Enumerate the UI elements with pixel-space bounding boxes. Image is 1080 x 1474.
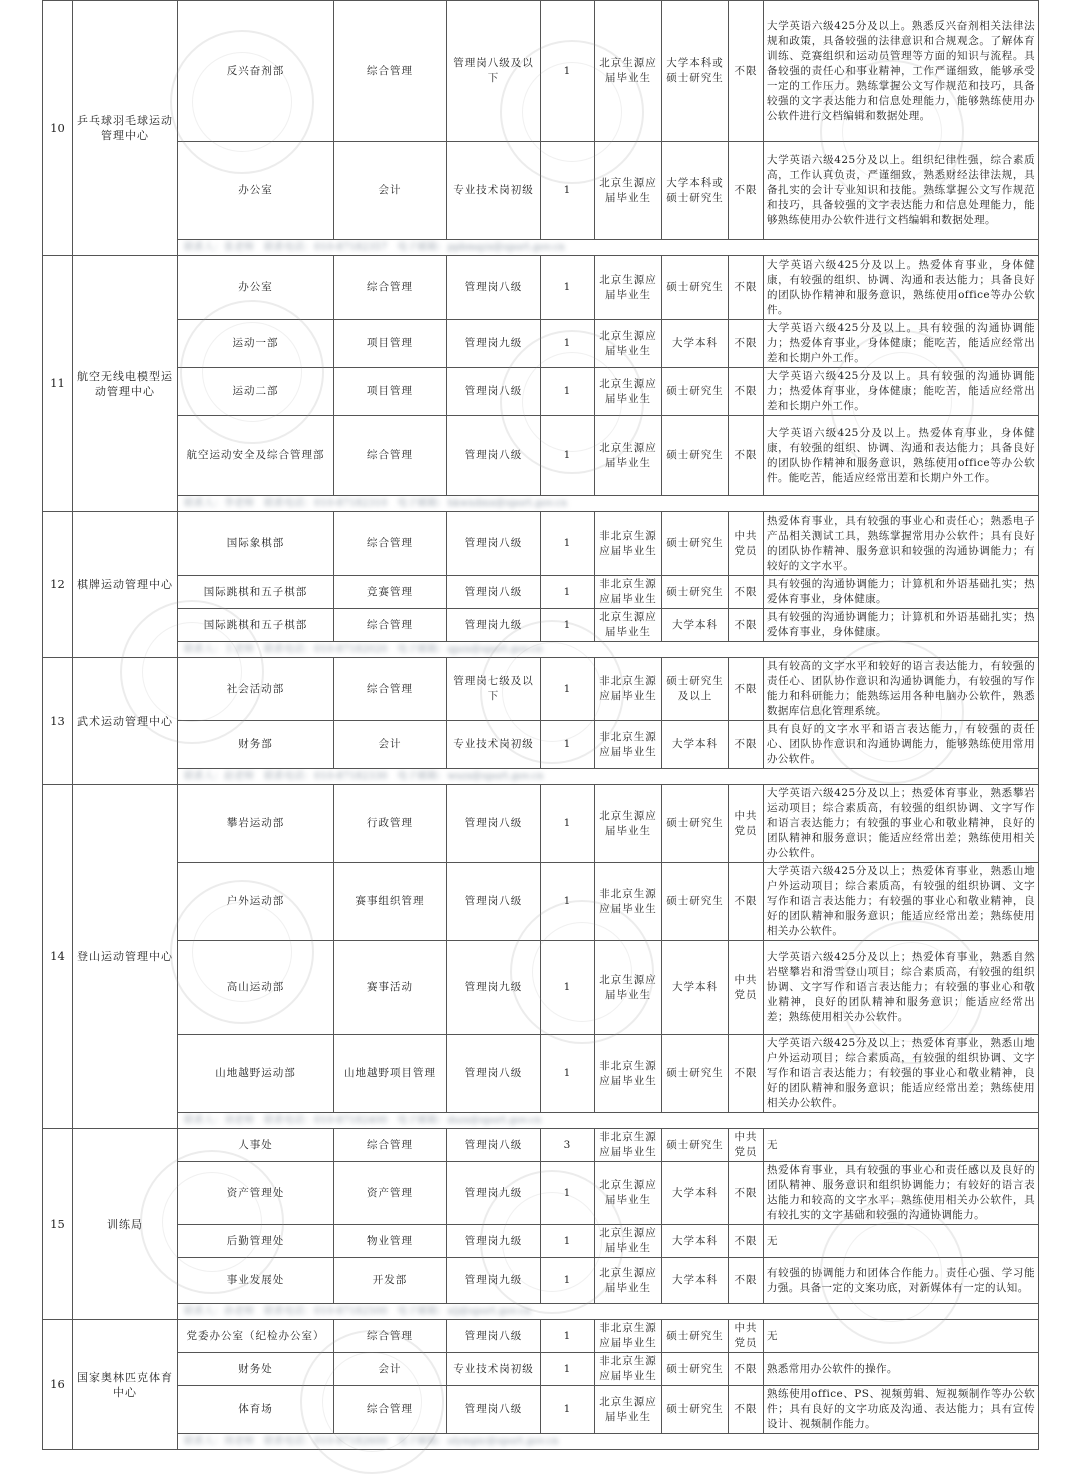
- contact-info-blurred: 联系人：王老师 联系电话：010-87182020 电子邮箱：qpzx@sport.gov.cn: [184, 644, 543, 655]
- political-status: 中共党员: [729, 1129, 764, 1162]
- contact-info-blurred: 联系人：赵老师 联系电话：010-87182330 电子邮箱：wszx@sport.gov.cn: [184, 771, 544, 782]
- requirements: 热爱体育事业，具有较强的事业心和责任心；熟悉电子产品相关测试工具，熟练掌握常用办公软件；具有良好的团队协作精神、服务意识和较强的沟通协调能力；有较好的文字水平。: [764, 512, 1039, 576]
- dept-name: 户外运动部: [178, 863, 334, 941]
- requirements: 大学英语六级425分及以上。热爱体育事业，身体健康，有较强的组织、协调、沟通和表达能力；具备良好的团队协作精神和服务意识，熟练使用office等办公软件。: [764, 256, 1039, 320]
- recruitment-table: [42, 0, 1039, 1450]
- contact-cell: [178, 240, 1039, 256]
- unit-name: 乒乓球羽毛球运动管理中心: [73, 1, 178, 256]
- contact-row: [43, 642, 1039, 658]
- position-level: 管理岗八级: [447, 1320, 541, 1353]
- candidate-source: 北京生源应届毕业生: [595, 1162, 662, 1225]
- table-row: [43, 576, 1039, 609]
- candidate-source: 北京生源应届毕业生: [595, 1, 662, 142]
- candidate-source: 非北京生源应届毕业生: [595, 1035, 662, 1113]
- position-level: 专业技术岗初级: [447, 1353, 541, 1386]
- candidate-source: 非北京生源应届毕业生: [595, 721, 662, 769]
- position-level: 管理岗九级: [447, 1162, 541, 1225]
- contact-info-blurred: 联系人：孙老师 联系电话：010-87182500 电子邮箱：xlj@sport.gov.cn: [184, 1306, 531, 1317]
- hire-count: 1: [541, 320, 595, 368]
- table-row: [43, 1129, 1039, 1162]
- dept-name: 后勤管理处: [178, 1225, 334, 1258]
- unit-name: 航空无线电模型运动管理中心: [73, 256, 178, 512]
- hire-count: 1: [541, 416, 595, 496]
- candidate-source: 北京生源应届毕业生: [595, 785, 662, 863]
- dept-name: 财务处: [178, 1353, 334, 1386]
- dept-name: 社会活动部: [178, 658, 334, 721]
- political-status: 不限: [729, 320, 764, 368]
- unit-name: 武术运动管理中心: [73, 658, 178, 785]
- dept-name: 国际跳棋和五子棋部: [178, 576, 334, 609]
- contact-info-blurred: 联系人：刘老师 联系电话：010-87182400 电子邮箱：dszx@sport.gov.cn: [184, 1115, 542, 1126]
- group-number: 15: [43, 1129, 73, 1320]
- contact-info-blurred: 联系人：李老师 联系电话：010-87182310 电子邮箱：hkwxdmx@sport.gov.cn: [184, 498, 568, 509]
- position-name: 开发部: [334, 1258, 447, 1304]
- position-name: 综合管理: [334, 512, 447, 576]
- requirements: 无: [764, 1225, 1039, 1258]
- table-row: [43, 1225, 1039, 1258]
- contact-cell: [178, 769, 1039, 785]
- political-status: 不限: [729, 1162, 764, 1225]
- dept-name: 资产管理处: [178, 1162, 334, 1225]
- political-status: 不限: [729, 609, 764, 642]
- table-row: [43, 1, 1039, 142]
- position-name: 行政管理: [334, 785, 447, 863]
- position-name: 综合管理: [334, 416, 447, 496]
- education: 大学本科或硕士研究生: [662, 142, 729, 240]
- hire-count: 1: [541, 1225, 595, 1258]
- candidate-source: 北京生源应届毕业生: [595, 256, 662, 320]
- requirements: 有较强的协调能力和团体合作能力。责任心强、学习能力强。具备一定的文案功底，对新媒体有一定的认知。: [764, 1258, 1039, 1304]
- position-level: 管理岗八级: [447, 368, 541, 416]
- requirements: 大学英语六级425分及以上。组织纪律性强，综合素质高，工作认真负责，严谨细致，熟悉财经法律法规，具备扎实的会计专业知识和技能。熟练掌握公文写作规范和技巧，具备较强的文字表达能力和信息处理能力，能够熟练使用办公软件进行文档编辑和数据处理。: [764, 142, 1039, 240]
- education: 硕士研究生: [662, 1320, 729, 1353]
- position-level: 管理岗九级: [447, 609, 541, 642]
- contact-cell: [178, 1304, 1039, 1320]
- candidate-source: 北京生源应届毕业生: [595, 320, 662, 368]
- political-status: 不限: [729, 576, 764, 609]
- position-level: 管理岗八级: [447, 576, 541, 609]
- hire-count: 1: [541, 1320, 595, 1353]
- position-level: 管理岗八级: [447, 863, 541, 941]
- candidate-source: 北京生源应届毕业生: [595, 609, 662, 642]
- contact-info-blurred: 联系人：张老师 联系电话：010-87182357 电子邮箱：ppbmqzx@sport.gov.cn: [184, 242, 565, 253]
- position-level: 管理岗九级: [447, 1258, 541, 1304]
- hire-count: 1: [541, 609, 595, 642]
- political-status: 不限: [729, 658, 764, 721]
- group-number: 10: [43, 1, 73, 256]
- table-row: [43, 368, 1039, 416]
- contact-cell: [178, 642, 1039, 658]
- dept-name: 人事处: [178, 1129, 334, 1162]
- political-status: 中共党员: [729, 1320, 764, 1353]
- position-name: 赛事组织管理: [334, 863, 447, 941]
- position-name: 项目管理: [334, 320, 447, 368]
- group-number: 12: [43, 512, 73, 658]
- hire-count: 1: [541, 1, 595, 142]
- position-level: 管理岗八级: [447, 1386, 541, 1434]
- candidate-source: 北京生源应届毕业生: [595, 416, 662, 496]
- contact-row: [43, 1434, 1039, 1450]
- candidate-source: 非北京生源应届毕业生: [595, 658, 662, 721]
- position-level: 管理岗八级: [447, 416, 541, 496]
- requirements: 热爱体育事业，具有较强的事业心和责任感以及良好的团队精神、服务意识和组织协调能力；有较好的语言表达能力和较高的文字水平；熟练使用相关办公软件，具有较扎实的文字基础和较强的沟通协调能力。: [764, 1162, 1039, 1225]
- requirements: 具有较强的沟通协调能力；计算机和外语基础扎实；热爱体育事业，身体健康。: [764, 576, 1039, 609]
- position-level: 管理岗七级及以下: [447, 658, 541, 721]
- position-name: 综合管理: [334, 658, 447, 721]
- hire-count: 1: [541, 256, 595, 320]
- unit-name: 棋牌运动管理中心: [73, 512, 178, 658]
- contact-row: [43, 1113, 1039, 1129]
- position-level: 管理岗九级: [447, 941, 541, 1035]
- table-row: [43, 941, 1039, 1035]
- dept-name: 攀岩运动部: [178, 785, 334, 863]
- requirements: 无: [764, 1129, 1039, 1162]
- hire-count: 1: [541, 863, 595, 941]
- table-row: [43, 721, 1039, 769]
- position-level: 专业技术岗初级: [447, 721, 541, 769]
- dept-name: 航空运动安全及综合管理部: [178, 416, 334, 496]
- contact-row: [43, 496, 1039, 512]
- table-row: [43, 658, 1039, 721]
- position-name: 综合管理: [334, 1320, 447, 1353]
- requirements: 具有较高的文字水平和较好的语言表达能力，有较强的责任心、团队协作意识和沟通协调能力，有较强的写作能力和科研能力；能熟练运用各种电脑办公软件，熟悉数据库信息化管理系统。: [764, 658, 1039, 721]
- unit-name: 国家奥林匹克体育中心: [73, 1320, 178, 1450]
- political-status: 不限: [729, 256, 764, 320]
- education: 硕士研究生: [662, 1035, 729, 1113]
- requirements: 大学英语六级425分及以上。具有较强的沟通协调能力；热爱体育事业，身体健康；能吃苦，能适应经常出差和长期户外工作。: [764, 368, 1039, 416]
- position-name: 物业管理: [334, 1225, 447, 1258]
- table-row: [43, 863, 1039, 941]
- political-status: 中共党员: [729, 785, 764, 863]
- table-row: [43, 1162, 1039, 1225]
- requirements: 大学英语六级425分及以上；热爱体育事业，熟悉自然岩壁攀岩和滑雪登山项目；综合素质高，有较强的组织协调、文字写作和语言表达能力；有较强的事业心和敬业精神，良好的团队精神和服务意识；能适应经常出差；熟练使用相关办公软件。: [764, 941, 1039, 1035]
- hire-count: 1: [541, 1258, 595, 1304]
- table-row: [43, 1035, 1039, 1113]
- candidate-source: 非北京生源应届毕业生: [595, 1353, 662, 1386]
- hire-count: 1: [541, 1353, 595, 1386]
- group-number: 14: [43, 785, 73, 1129]
- requirements: 大学英语六级425分及以上；热爱体育事业，熟悉山地户外运动项目；综合素质高，有较强的组织协调、文字写作和语言表达能力；有较强的事业心和敬业精神，良好的团队精神和服务意识；能适应经常出差；熟练使用相关办公软件。: [764, 863, 1039, 941]
- table-row: [43, 1320, 1039, 1353]
- position-level: 管理岗八级: [447, 512, 541, 576]
- candidate-source: 非北京生源应届毕业生: [595, 1320, 662, 1353]
- position-level: 管理岗八级: [447, 1035, 541, 1113]
- requirements: 大学英语六级425分及以上；热爱体育事业，熟悉山地户外运动项目；综合素质高，有较强的组织协调、文字写作和语言表达能力；有较强的事业心和敬业精神，良好的团队精神和服务意识；能适应经常出差；熟练使用相关办公软件。: [764, 1035, 1039, 1113]
- table-row: [43, 142, 1039, 240]
- candidate-source: 北京生源应届毕业生: [595, 1386, 662, 1434]
- dept-name: 财务部: [178, 721, 334, 769]
- position-level: 管理岗八级: [447, 1129, 541, 1162]
- hire-count: 1: [541, 1035, 595, 1113]
- education: 硕士研究生: [662, 1129, 729, 1162]
- requirements: 大学英语六级425分及以上。热爱体育事业，身体健康，有较强的组织、协调、沟通和表达能力；具备良好的团队协作精神和服务意识，熟练使用office等办公软件。能吃苦，能适应经常出差和长期户外工作。: [764, 416, 1039, 496]
- group-number: 13: [43, 658, 73, 785]
- education: 硕士研究生: [662, 576, 729, 609]
- requirements: 无: [764, 1320, 1039, 1353]
- education: 硕士研究生: [662, 1386, 729, 1434]
- hire-count: 1: [541, 1386, 595, 1434]
- political-status: 不限: [729, 368, 764, 416]
- table-row: [43, 256, 1039, 320]
- requirements: 具有较强的沟通协调能力；计算机和外语基础扎实；热爱体育事业，身体健康。: [764, 609, 1039, 642]
- requirements: 熟悉常用办公软件的操作。: [764, 1353, 1039, 1386]
- position-name: 赛事活动: [334, 941, 447, 1035]
- dept-name: 办公室: [178, 256, 334, 320]
- position-name: 综合管理: [334, 1386, 447, 1434]
- candidate-source: 北京生源应届毕业生: [595, 1258, 662, 1304]
- candidate-source: 北京生源应届毕业生: [595, 1225, 662, 1258]
- hire-count: 1: [541, 941, 595, 1035]
- political-status: 不限: [729, 863, 764, 941]
- candidate-source: 北京生源应届毕业生: [595, 941, 662, 1035]
- dept-name: 体育场: [178, 1386, 334, 1434]
- dept-name: 国际跳棋和五子棋部: [178, 609, 334, 642]
- hire-count: 1: [541, 142, 595, 240]
- contact-row: [43, 769, 1039, 785]
- hire-count: 1: [541, 368, 595, 416]
- candidate-source: 非北京生源应届毕业生: [595, 863, 662, 941]
- table-row: [43, 1386, 1039, 1434]
- group-number: 11: [43, 256, 73, 512]
- table-row: [43, 320, 1039, 368]
- education: 大学本科: [662, 1258, 729, 1304]
- position-name: 综合管理: [334, 256, 447, 320]
- position-name: 资产管理: [334, 1162, 447, 1225]
- contact-cell: [178, 1113, 1039, 1129]
- education: 硕士研究生及以上: [662, 658, 729, 721]
- political-status: 不限: [729, 1225, 764, 1258]
- hire-count: 1: [541, 721, 595, 769]
- political-status: 不限: [729, 1353, 764, 1386]
- education: 大学本科: [662, 1162, 729, 1225]
- education: 硕士研究生: [662, 512, 729, 576]
- education: 大学本科: [662, 320, 729, 368]
- position-name: 综合管理: [334, 1129, 447, 1162]
- hire-count: 1: [541, 1162, 595, 1225]
- dept-name: 反兴奋剂部: [178, 1, 334, 142]
- education: 大学本科或硕士研究生: [662, 1, 729, 142]
- education: 硕士研究生: [662, 863, 729, 941]
- recruitment-table-page: [42, 0, 1038, 1450]
- requirements: 大学英语六级425分及以上；热爱体育事业，熟悉攀岩运动项目；综合素质高，有较强的组织协调、文字写作和语言表达能力；有较强的事业心和敬业精神，良好的团队精神和服务意识；能适应经常出差；熟练使用相关办公软件。: [764, 785, 1039, 863]
- position-level: 管理岗八级: [447, 256, 541, 320]
- education: 硕士研究生: [662, 368, 729, 416]
- education: 硕士研究生: [662, 256, 729, 320]
- political-status: 不限: [729, 1258, 764, 1304]
- position-name: 会计: [334, 721, 447, 769]
- political-status: 不限: [729, 721, 764, 769]
- position-level: 管理岗九级: [447, 1225, 541, 1258]
- table-row: [43, 785, 1039, 863]
- dept-name: 高山运动部: [178, 941, 334, 1035]
- political-status: 不限: [729, 1035, 764, 1113]
- contact-row: [43, 1304, 1039, 1320]
- education: 硕士研究生: [662, 1353, 729, 1386]
- position-name: 项目管理: [334, 368, 447, 416]
- dept-name: 山地越野运动部: [178, 1035, 334, 1113]
- candidate-source: 非北京生源应届毕业生: [595, 512, 662, 576]
- hire-count: 3: [541, 1129, 595, 1162]
- requirements: 大学英语六级425分及以上。具有较强的沟通协调能力；热爱体育事业，身体健康；能吃苦，能适应经常出差和长期户外工作。: [764, 320, 1039, 368]
- contact-row: [43, 240, 1039, 256]
- political-status: 不限: [729, 1386, 764, 1434]
- political-status: 中共党员: [729, 941, 764, 1035]
- unit-name: 登山运动管理中心: [73, 785, 178, 1129]
- education: 硕士研究生: [662, 785, 729, 863]
- dept-name: 办公室: [178, 142, 334, 240]
- position-name: 会计: [334, 1353, 447, 1386]
- table-row: [43, 416, 1039, 496]
- table-row: [43, 609, 1039, 642]
- position-level: 管理岗八级及以下: [447, 1, 541, 142]
- candidate-source: 非北京生源应届毕业生: [595, 1129, 662, 1162]
- contact-info-blurred: 联系人：周老师 联系电话：010-87182600 电子邮箱：olympic@sport.gov.cn: [184, 1436, 559, 1447]
- position-name: 综合管理: [334, 1, 447, 142]
- political-status: 不限: [729, 416, 764, 496]
- political-status: 不限: [729, 142, 764, 240]
- political-status: 不限: [729, 1, 764, 142]
- hire-count: 1: [541, 576, 595, 609]
- contact-cell: [178, 496, 1039, 512]
- education: 大学本科: [662, 609, 729, 642]
- hire-count: 1: [541, 512, 595, 576]
- position-name: 会计: [334, 142, 447, 240]
- candidate-source: 北京生源应届毕业生: [595, 142, 662, 240]
- unit-name: 训练局: [73, 1129, 178, 1320]
- candidate-source: 北京生源应届毕业生: [595, 368, 662, 416]
- table-row: [43, 1258, 1039, 1304]
- requirements: 大学英语六级425分及以上。熟悉反兴奋剂相关法律法规和政策，具备较强的法律意识和合规观念。了解体育训练、竞赛组织和运动员管理等方面的知识与流程。具备较强的责任心和事业精神，工作严谨细致，能够承受一定的工作压力。熟练掌握公文写作规范和技巧，具备较强的文字表达能力和信息处理能力，能够熟练使用办公软件进行文档编辑和数据处理。: [764, 1, 1039, 142]
- dept-name: 运动二部: [178, 368, 334, 416]
- dept-name: 运动一部: [178, 320, 334, 368]
- education: 硕士研究生: [662, 416, 729, 496]
- position-name: 山地越野项目管理: [334, 1035, 447, 1113]
- candidate-source: 非北京生源应届毕业生: [595, 576, 662, 609]
- political-status: 中共党员: [729, 512, 764, 576]
- position-name: 竞赛管理: [334, 576, 447, 609]
- position-level: 管理岗八级: [447, 785, 541, 863]
- dept-name: 国际象棋部: [178, 512, 334, 576]
- hire-count: 1: [541, 785, 595, 863]
- education: 大学本科: [662, 941, 729, 1035]
- education: 大学本科: [662, 1225, 729, 1258]
- dept-name: 党委办公室（纪检办公室）: [178, 1320, 334, 1353]
- table-row: [43, 1353, 1039, 1386]
- contact-cell: [178, 1434, 1039, 1450]
- table-row: [43, 512, 1039, 576]
- position-name: 综合管理: [334, 609, 447, 642]
- position-level: 管理岗九级: [447, 320, 541, 368]
- position-level: 专业技术岗初级: [447, 142, 541, 240]
- hire-count: 1: [541, 658, 595, 721]
- table-body: [43, 1, 1039, 1450]
- requirements: 熟练使用office、PS、视频剪辑、短视频制作等办公软件；具有良好的文字功底及沟通、表达能力；具有宣传设计、视频制作能力。: [764, 1386, 1039, 1434]
- dept-name: 事业发展处: [178, 1258, 334, 1304]
- education: 大学本科: [662, 721, 729, 769]
- group-number: 16: [43, 1320, 73, 1450]
- requirements: 具有良好的文字水平和语言表达能力，有较强的责任心、团队协作意识和沟通协调能力，能够熟练使用常用办公软件。: [764, 721, 1039, 769]
